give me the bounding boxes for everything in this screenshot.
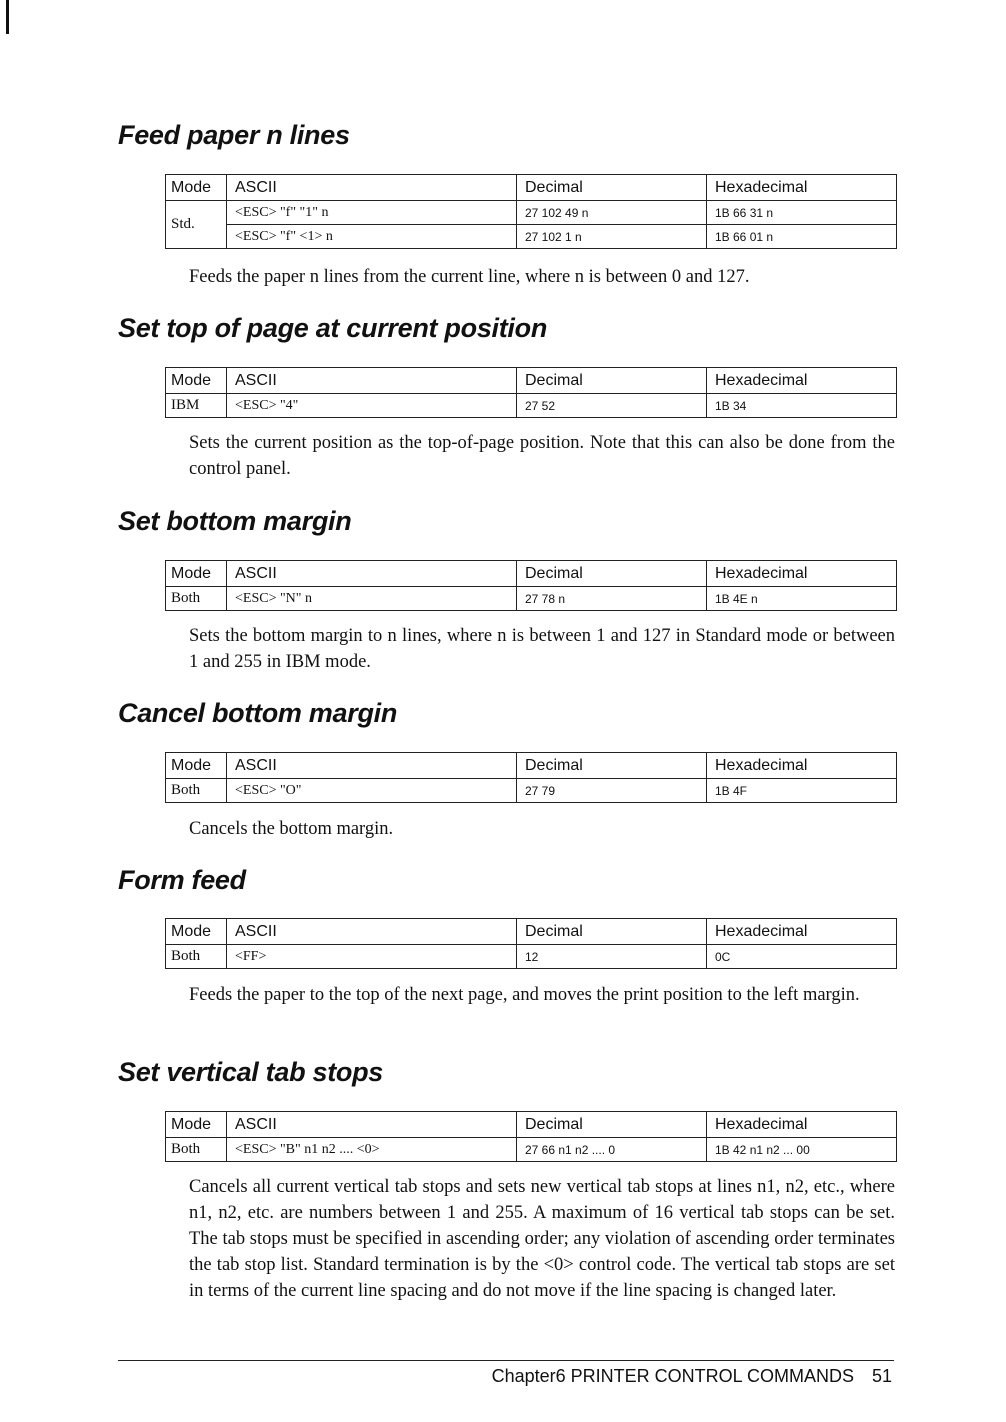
decimal-header: Decimal — [517, 919, 707, 945]
table-row — [166, 394, 897, 418]
section-title: Set vertical tab stops — [118, 1057, 383, 1087]
hex-header: Hexadecimal — [707, 919, 897, 945]
footer-divider — [118, 1360, 894, 1361]
table-header-row — [166, 753, 897, 779]
decimal-header: Decimal — [517, 175, 707, 201]
decimal-cell: 27 102 49 n — [517, 201, 707, 225]
ascii-cell: <ESC> "f" "1" n — [227, 201, 517, 225]
table-header-row — [166, 368, 897, 394]
hex-cell: 1B 4E n — [707, 587, 897, 611]
mode-header: Mode — [166, 919, 227, 945]
section-title: Set top of page at current position — [118, 313, 548, 343]
command-table — [165, 560, 897, 611]
section-description: Feeds the paper to the top of the next page, and moves the print position to the left margin. — [189, 985, 860, 1005]
command-table — [165, 367, 897, 418]
section-title: Form feed — [118, 865, 246, 895]
mode-header: Mode — [166, 175, 227, 201]
mode-header: Mode — [166, 1112, 227, 1138]
mode-header: Mode — [166, 368, 227, 394]
hex-cell: 1B 66 31 n — [707, 201, 897, 225]
command-table — [165, 1111, 897, 1162]
hex-cell: 1B 66 01 n — [707, 225, 897, 249]
table-row — [166, 945, 897, 969]
ascii-header: ASCII — [227, 561, 517, 587]
command-table — [165, 918, 897, 969]
table-row — [166, 1138, 897, 1162]
mode-cell: IBM — [166, 394, 227, 418]
hex-cell: 1B 4F — [707, 779, 897, 803]
ascii-cell: <ESC> "B" n1 n2 .... <0> — [227, 1138, 517, 1162]
section-title: Set bottom margin — [118, 506, 352, 536]
ascii-cell: <ESC> "f" <1> n — [227, 225, 517, 249]
decimal-cell: 27 78 n — [517, 587, 707, 611]
chapter-title: Chapter6 PRINTER CONTROL COMMANDS — [491, 1366, 854, 1386]
mode-cell: Both — [166, 945, 227, 969]
table-row — [166, 779, 897, 803]
ascii-header: ASCII — [227, 1112, 517, 1138]
ascii-cell: <ESC> "4" — [227, 394, 517, 418]
mode-cell: Std. — [166, 201, 227, 249]
hex-header: Hexadecimal — [707, 561, 897, 587]
mode-cell: Both — [166, 779, 227, 803]
decimal-cell: 27 102 1 n — [517, 225, 707, 249]
page-edge-mark — [6, 0, 9, 34]
hex-cell: 1B 42 n1 n2 ... 00 — [707, 1138, 897, 1162]
table-row — [166, 225, 897, 249]
hex-header: Hexadecimal — [707, 368, 897, 394]
ascii-cell: <ESC> "O" — [227, 779, 517, 803]
hex-cell: 0C — [707, 945, 897, 969]
decimal-header: Decimal — [517, 1112, 707, 1138]
section-description: Sets the current position as the top-of-page position. Note that this can also be done from the control panel. — [189, 433, 895, 479]
table-header-row — [166, 175, 897, 201]
decimal-cell: 27 52 — [517, 394, 707, 418]
mode-cell: Both — [166, 1138, 227, 1162]
table-header-row — [166, 561, 897, 587]
hex-header: Hexadecimal — [707, 753, 897, 779]
ascii-header: ASCII — [227, 368, 517, 394]
mode-header: Mode — [166, 561, 227, 587]
table-header-row — [166, 919, 897, 945]
section-description: Feeds the paper n lines from the current line, where n is between 0 and 127. — [189, 267, 750, 287]
decimal-cell: 27 79 — [517, 779, 707, 803]
mode-cell: Both — [166, 587, 227, 611]
mode-header: Mode — [166, 753, 227, 779]
page-number: 51 — [871, 1366, 892, 1386]
page-footer — [492, 1366, 892, 1387]
section-title: Cancel bottom margin — [118, 698, 398, 728]
section-description: Sets the bottom margin to n lines, where n is between 1 and 127 in Standard mode or between 1 and 255 in IBM mode. — [189, 626, 895, 672]
section-description: Cancels the bottom margin. — [189, 819, 394, 839]
decimal-header: Decimal — [517, 753, 707, 779]
section-title: Feed paper n lines — [118, 120, 350, 150]
command-table — [165, 174, 897, 249]
table-header-row — [166, 1112, 897, 1138]
ascii-header: ASCII — [227, 753, 517, 779]
section-description: Cancels all current vertical tab stops and sets new vertical tab stops at lines n1, n2, etc., where n1, n2, etc. are numbers between 1 and 255. A maximum of 16 vertical tab stops can be set. The tab stops must be specified in ascending order; any violation of ascending order terminates the tab stop list. Standard termination is by the <0> control code. The vertical tab stops are set in terms of the current line spacing and do not move if the line spacing is changed later. — [189, 1177, 895, 1301]
decimal-cell: 12 — [517, 945, 707, 969]
ascii-cell: <FF> — [227, 945, 517, 969]
ascii-header: ASCII — [227, 175, 517, 201]
hex-header: Hexadecimal — [707, 175, 897, 201]
ascii-cell: <ESC> "N" n — [227, 587, 517, 611]
command-table — [165, 752, 897, 803]
hex-cell: 1B 34 — [707, 394, 897, 418]
ascii-header: ASCII — [227, 919, 517, 945]
table-row — [166, 201, 897, 225]
decimal-header: Decimal — [517, 561, 707, 587]
hex-header: Hexadecimal — [707, 1112, 897, 1138]
decimal-header: Decimal — [517, 368, 707, 394]
table-row — [166, 587, 897, 611]
decimal-cell: 27 66 n1 n2 .... 0 — [517, 1138, 707, 1162]
